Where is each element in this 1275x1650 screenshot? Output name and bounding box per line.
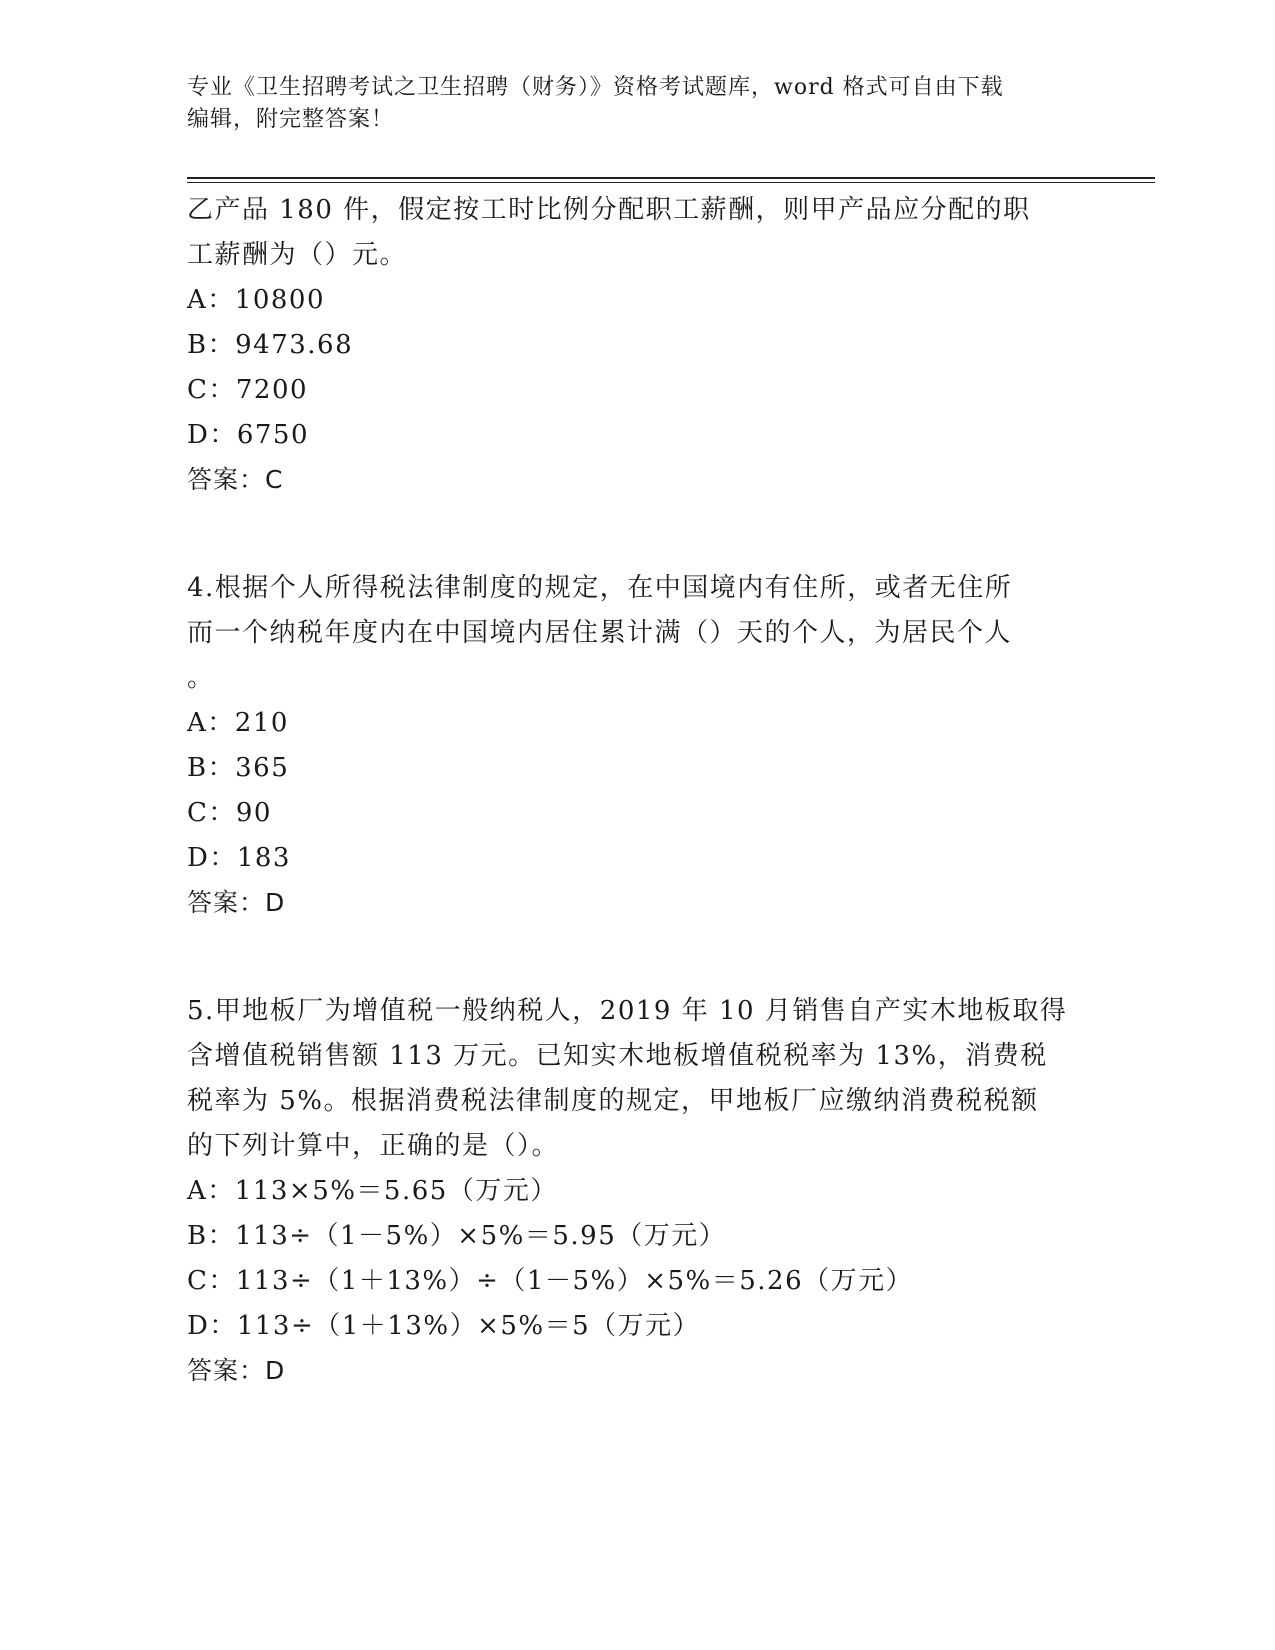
option-b: B：113÷（1－5%）×5%＝5.95（万元） (187, 1221, 727, 1251)
document-body (187, 188, 1087, 1393)
question-4 (187, 566, 1087, 925)
option-a: A：10800 (187, 285, 325, 315)
option-a: A：210 (187, 708, 289, 738)
question-text-line: 的下列计算中，正确的是（）。 (187, 1131, 560, 1161)
option-a: A：113×5%＝5.65（万元） (187, 1176, 558, 1206)
question-text-line: 4.根据个人所得税法律制度的规定，在中国境内有住所，或者无住所 (187, 573, 1013, 603)
header-line-2: 编辑，附完整答案！ (187, 107, 395, 132)
option-c: C：113÷（1＋13%）÷（1－5%）×5%＝5.26（万元） (187, 1266, 914, 1296)
option-c: C：90 (187, 798, 272, 828)
question-3 (187, 188, 1087, 502)
question-text-line: 含增值税销售额 113 万元。已知实木地板增值税税率为 13%，消费税 (187, 1041, 1048, 1071)
document-header (187, 72, 1087, 136)
option-b: B：9473.68 (187, 330, 354, 360)
option-d: D：183 (187, 843, 291, 873)
option-b: B：365 (187, 753, 290, 783)
question-5 (187, 989, 1087, 1393)
question-text-line: 乙产品 180 件，假定按工时比例分配职工薪酬，则甲产品应分配的职 (187, 195, 1031, 225)
spacer (187, 925, 1087, 989)
question-text-line: 。 (187, 663, 215, 693)
header-divider-thick (187, 177, 1155, 179)
question-text-line: 税率为 5%。根据消费税法律制度的规定，甲地板厂应缴纳消费税税额 (187, 1086, 1039, 1116)
question-text-line: 5.甲地板厂为增值税一般纳税人，2019 年 10 月销售自产实木地板取得 (187, 996, 1068, 1026)
option-c: C：7200 (187, 375, 309, 405)
option-d: D：113÷（1＋13%）×5%＝5（万元） (187, 1311, 701, 1341)
question-text-line: 而一个纳税年度内在中国境内居住累计满（）天的个人，为居民个人 (187, 618, 1013, 648)
answer-line: 答案：D (187, 1356, 286, 1385)
header-divider-thin (187, 182, 1155, 183)
answer-line: 答案：C (187, 465, 284, 494)
header-line-1: 专业《卫生招聘考试之卫生招聘（财务）》资格考试题库，word 格式可自由下载 (187, 75, 1004, 100)
question-text-line: 工薪酬为（）元。 (187, 240, 408, 270)
option-d: D：6750 (187, 420, 310, 450)
spacer (187, 502, 1087, 566)
answer-line: 答案：D (187, 888, 286, 917)
